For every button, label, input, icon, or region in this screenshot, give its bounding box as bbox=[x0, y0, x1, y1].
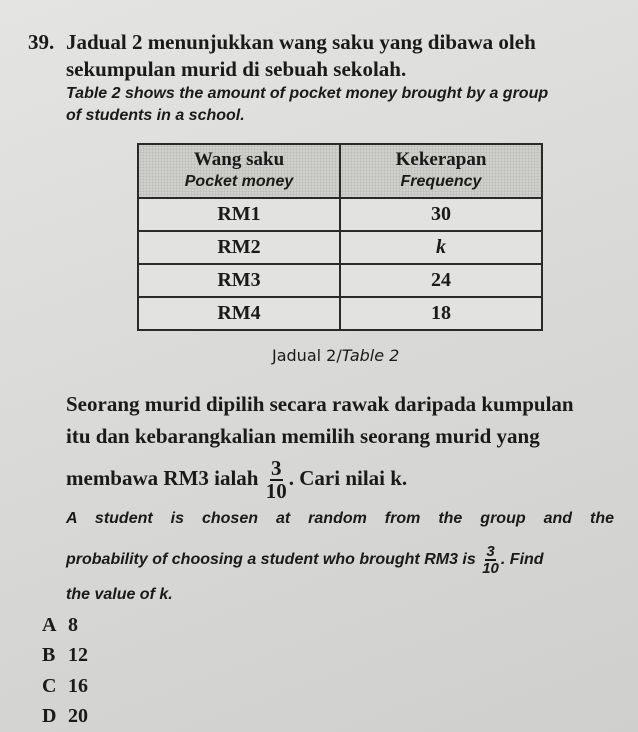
header-frequency bbox=[340, 144, 542, 198]
body-english-line: A student is chosen at random from the group and the bbox=[66, 510, 614, 527]
option-b[interactable] bbox=[42, 644, 88, 667]
question-english-line: Table 2 shows the amount of pocket money brought by a group bbox=[66, 85, 549, 102]
numerator: 3 bbox=[486, 543, 495, 560]
frequency-cell: 18 bbox=[340, 297, 542, 330]
table-row bbox=[138, 231, 542, 264]
option-letter: D bbox=[42, 705, 57, 727]
option-value: 12 bbox=[68, 644, 88, 666]
money-cell: RM2 bbox=[138, 231, 340, 264]
question-number: 39. bbox=[28, 30, 55, 54]
option-value: 16 bbox=[68, 675, 88, 697]
denominator: 10 bbox=[482, 560, 499, 577]
option-value: 8 bbox=[68, 614, 78, 636]
caption-english: Table 2 bbox=[341, 346, 400, 365]
frequency-cell: 24 bbox=[340, 264, 542, 297]
money-cell: RM3 bbox=[138, 264, 340, 297]
text: . Cari nilai k. bbox=[288, 465, 408, 490]
question-malay-line: Jadual 2 menunjukkan wang saku yang dibawa oleh bbox=[66, 30, 536, 54]
option-c[interactable] bbox=[42, 675, 88, 698]
header-pocket-money bbox=[138, 144, 340, 198]
question-english-line: of students in a school. bbox=[66, 107, 245, 124]
frequency-cell: 30 bbox=[340, 198, 542, 231]
fraction bbox=[482, 544, 499, 576]
text: probability of choosing a student who brought RM3 is bbox=[66, 551, 476, 569]
body-english-line: the value of k. bbox=[66, 586, 173, 603]
table-header-row bbox=[138, 144, 542, 198]
denominator: 10 bbox=[265, 479, 287, 503]
text: membawa RM3 ialah bbox=[66, 465, 259, 490]
header-english: Frequency bbox=[400, 173, 482, 190]
option-d[interactable] bbox=[42, 705, 88, 728]
body-malay-line: itu dan kebarangkalian memilih seorang murid yang bbox=[66, 424, 540, 448]
fraction bbox=[266, 458, 287, 502]
option-letter: A bbox=[42, 614, 57, 636]
money-cell: RM4 bbox=[138, 297, 340, 330]
table-row bbox=[138, 198, 542, 231]
header-english: Pocket money bbox=[184, 173, 294, 190]
option-value: 20 bbox=[68, 705, 88, 727]
table-caption bbox=[272, 346, 399, 365]
numerator: 3 bbox=[271, 456, 282, 480]
option-a[interactable] bbox=[42, 614, 78, 637]
header-malay: Kekerapan bbox=[395, 149, 487, 170]
body-malay-line bbox=[66, 458, 407, 502]
money-cell: RM1 bbox=[138, 198, 340, 231]
body-malay-line: Seorang murid dipilih secara rawak daripada kumpulan bbox=[66, 392, 574, 416]
body-english-line bbox=[66, 544, 544, 576]
option-letter: B bbox=[42, 644, 56, 666]
frequency-cell: k bbox=[340, 231, 542, 264]
option-letter: C bbox=[42, 675, 57, 697]
text: . Find bbox=[500, 551, 544, 569]
caption-malay: Jadual 2/ bbox=[272, 346, 342, 365]
header-malay: Wang saku bbox=[193, 149, 285, 170]
question-malay-line: sekumpulan murid di sebuah sekolah. bbox=[66, 57, 407, 81]
table-row bbox=[138, 264, 542, 297]
table-row bbox=[138, 297, 542, 330]
pocket-money-table bbox=[137, 143, 543, 331]
